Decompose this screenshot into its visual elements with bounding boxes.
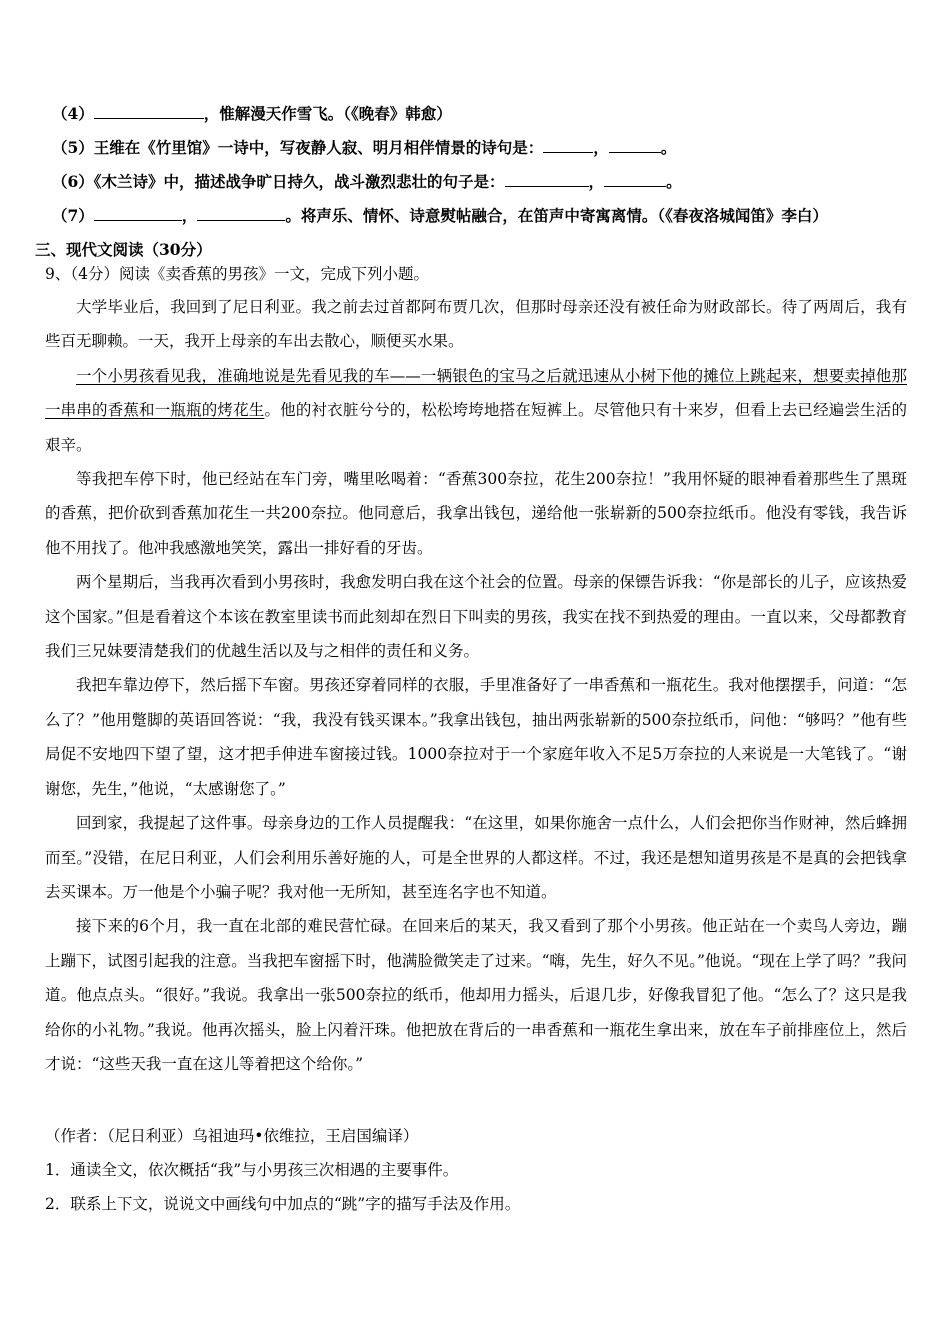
fill-question-7 — [52, 204, 912, 228]
question-9-heading: 9、（4分）阅读《卖香蕉的男孩》一文，完成下列小题。 — [45, 265, 429, 283]
answer-blank[interactable] — [609, 136, 661, 153]
paragraph: 两个星期后，当我再次看到小男孩时，我愈发明白我在这个社会的位置。母亲的保镖告诉我：“你是部长的儿子，应该热爱这个国家。”但是看着这个本该在教室里读书而此刻却在烈日下叫卖的男孩，我实在找不到热爱的理由。一直以来，父母都教育我们三兄妹要清楚我们的优越生活以及与之相伴的责任和义务。 — [45, 573, 907, 661]
paragraph — [45, 359, 907, 462]
separator: ， — [181, 206, 198, 225]
reading-passage — [45, 290, 907, 1081]
answer-blank[interactable] — [543, 136, 593, 153]
answer-blank[interactable] — [604, 170, 666, 187]
answer-blank[interactable] — [505, 170, 589, 187]
question-number: （4） — [52, 104, 94, 123]
question-text: （6）《木兰诗》中，描述战争旷日持久，战斗激烈悲壮的句子是： — [52, 172, 505, 191]
underlined-sentence: 一个小男孩看见我，准确地说是先看见我的车——一辆银色的宝马之后就迅速从小树下他的摊位上跳起来，想要卖掉他那一串串的香蕉和一瓶瓶的烤花生 — [45, 366, 907, 420]
fill-question-4 — [52, 102, 912, 126]
fill-question-5 — [52, 136, 912, 160]
question-number: （7） — [52, 206, 94, 225]
paragraph: 接下来的6个月，我一直在北部的难民营忙碌。在回来后的某天，我又看到了那个小男孩。他正站在一个卖鸟人旁边，蹦上蹦下，试图引起我的注意。当我把车窗摇下时，他满脸微笑走了过来。“嗨，先生，好久不见。”他说。“现在上学了吗？”我问道。他点点头。“很好。”我说。我拿出一张500奈拉的纸币，他却用力摇头，后退几步，好像我冒犯了他。“怎么了？这只是我给你的小礼物。”我说。他再次摇头，脸上闪着汗珠。他把放在背后的一串香蕉和一瓶花生拿出来，放在车子前排座位上，然后才说：“这些天我一直在这儿等着把这个给你。” — [45, 917, 907, 1073]
paragraph: 大学毕业后，我回到了尼日利亚。我之前去过首都阿布贾几次，但那时母亲还没有被任命为财政部长。待了两周后，我有些百无聊赖。一天，我开上母亲的车出去散心，顺便买水果。 — [45, 298, 907, 351]
question-text: （5）王维在《竹里馆》一诗中，写夜静人寂、明月相伴情景的诗句是： — [52, 138, 544, 157]
paragraph: 等我把车停下时，他已经站在车门旁，嘴里吆喝着：“香蕉300奈拉，花生200奈拉！”我用怀疑的眼神看着那些生了黑斑的香蕉，把价砍到香蕉加花生一共200奈拉。他同意后，我拿出钱包，递给他一张崭新的500奈拉纸币。他没有零钱，我告诉他不用找了。他冲我感激地笑笑，露出一排好看的牙齿。 — [45, 470, 907, 557]
paragraph-text: 。他的衬衣脏兮兮的，松松垮垮地搭在短裤上。尽管他只有十来岁，但看上去已经遍尝生活的艰辛。 — [45, 401, 907, 454]
author-attribution: （作者：（尼日利亚）乌祖迪玛•依维拉，王启国编译） — [45, 1127, 419, 1145]
separator: ， — [588, 172, 605, 191]
question-text: 。将声乐、情怀、诗意熨帖融合，在笛声中寄寓离情。（《春夜洛城闻笛》李白） — [285, 206, 828, 225]
end-mark: 。 — [660, 138, 677, 157]
answer-blank[interactable] — [94, 204, 182, 221]
fill-question-6 — [52, 170, 912, 194]
answer-blank[interactable] — [197, 204, 285, 221]
sub-question-1: 1．通读全文，依次概括“我”与小男孩三次相遇的主要事件。 — [45, 1161, 459, 1179]
paragraph: 我把车靠边停下，然后摇下车窗。男孩还穿着同样的衣服，手里准备好了一串香蕉和一瓶花生。我对他摆摆手，问道：“怎么了？”他用蹩脚的英语回答说：“我，我没有钱买课本。”我拿出钱包，抽出两张崭新的500奈拉纸币，问他：“够吗？”他有些局促不安地四下望了望，这才把手伸进车窗接过钱。1000奈拉对于一个家庭年收入不足5万奈拉的人来说是一大笔钱了。“谢谢您，先生，”他说，“太感谢您了。” — [45, 676, 907, 798]
answer-blank[interactable] — [94, 102, 204, 119]
paragraph: 回到家，我提起了这件事。母亲身边的工作人员提醒我：“在这里，如果你施舍一点什么，人们会把你当作财神，然后蜂拥而至。”没错，在尼日利亚，人们会利用乐善好施的人，可是全世界的人都这样。不过，我还是想知道男孩是不是真的会把钱拿去买课本。万一他是个小骗子呢？我对他一无所知，甚至连名字也不知道。 — [45, 814, 907, 901]
section-title: 三、现代文阅读（30分） — [35, 240, 212, 259]
end-mark: 。 — [666, 172, 682, 191]
sub-question-2: 2．联系上下文，说说文中画线句中加点的“跳”字的描写手法及作用。 — [45, 1195, 521, 1213]
separator: ， — [593, 138, 609, 157]
question-text: ，惟解漫天作雪飞。（《晚春》韩愈） — [203, 104, 452, 123]
